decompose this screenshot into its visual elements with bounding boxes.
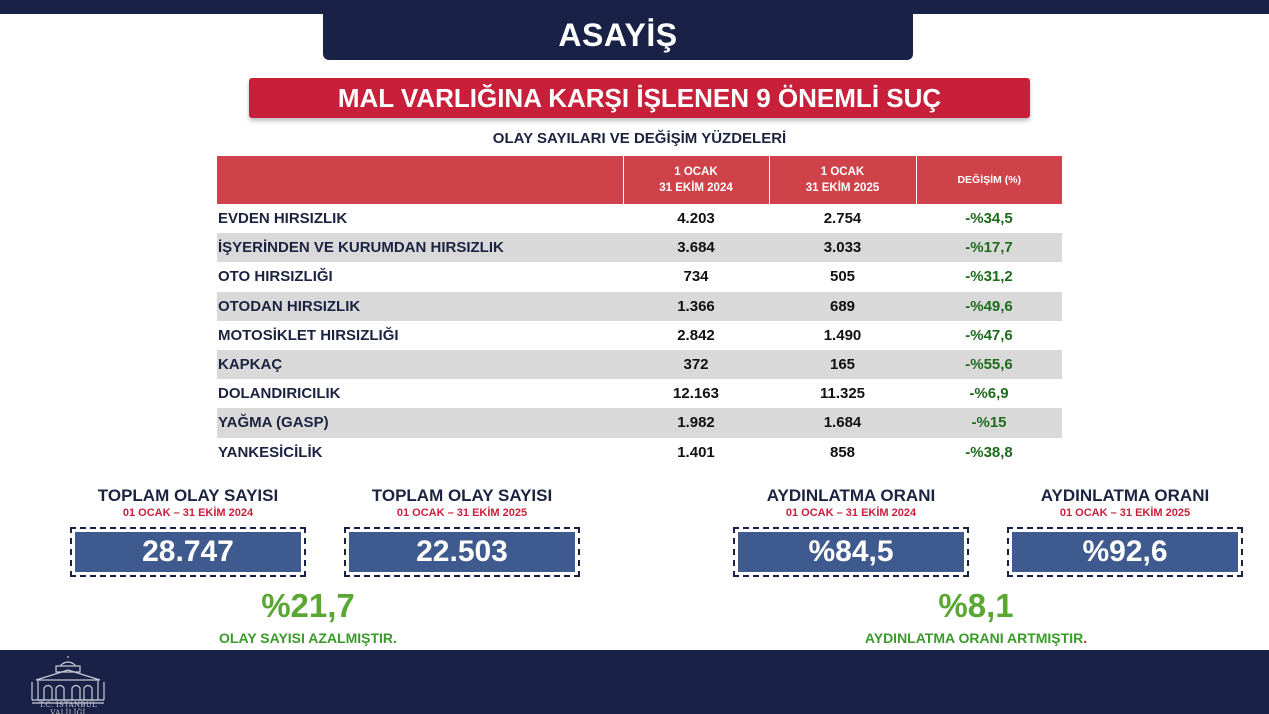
column-header-2025 — [769, 156, 916, 204]
stat-value: 22.503 — [349, 532, 575, 572]
clearance-change-note-end: . — [1083, 630, 1088, 646]
stat-box — [344, 527, 580, 577]
stat-label: TOPLAM OLAY SAYISI — [371, 486, 553, 505]
crime-name: EVDEN HIRSIZLIK — [218, 210, 348, 228]
change-percent: -%49,6 — [916, 292, 1062, 321]
table-row — [217, 292, 1062, 321]
table-row — [217, 438, 1062, 467]
column-header-2024 — [623, 156, 769, 204]
table-row — [217, 262, 1062, 291]
value-2024: 12.163 — [673, 385, 719, 403]
footer — [0, 650, 1269, 714]
stat-period: 01 OCAK – 31 EKİM 2024 — [122, 507, 254, 519]
change-percent: -%47,6 — [965, 326, 1013, 344]
change-percent: -%15 — [916, 408, 1062, 437]
change-percent: -%55,6 — [916, 350, 1062, 379]
table-caption: OLAY SAYILARI VE DEĞİŞİM YÜZDELERİ — [492, 130, 787, 147]
value-2024: 1.366 — [623, 292, 769, 321]
value-2025: 689 — [769, 292, 916, 321]
value-2024: 372 — [623, 350, 769, 379]
change-percent: -%31,2 — [965, 268, 1013, 286]
clearance-change-note-text: AYDINLATMA ORANI ARTMIŞTIR — [864, 630, 1084, 646]
stat-label: TOPLAM OLAY SAYISI — [97, 486, 279, 505]
stat-label: AYDINLATMA ORANI — [766, 486, 936, 505]
stat-value: 28.747 — [75, 532, 301, 572]
value-2024: 4.203 — [677, 210, 715, 228]
column-header-crime — [217, 156, 623, 204]
crime-name: OTODAN HIRSIZLIK — [217, 292, 623, 321]
column-header-2025-line1: 1 OCAK — [820, 166, 865, 178]
footer-logo-text: T.C. İSTANBUL VALİLİĞİ — [38, 701, 98, 714]
change-percent: -%34,5 — [965, 210, 1013, 228]
stat-value: %84,5 — [738, 532, 964, 572]
crime-name: KAPKAÇ — [217, 350, 623, 379]
value-2024: 1.982 — [623, 408, 769, 437]
crime-name: YANKESİCİLİK — [218, 443, 323, 461]
stat-box — [70, 527, 306, 577]
table-row — [217, 379, 1062, 408]
crime-table — [217, 156, 1062, 467]
stat-label: AYDINLATMA ORANI — [1040, 486, 1210, 505]
change-percent: -%17,7 — [916, 233, 1062, 262]
table-row — [217, 408, 1062, 437]
table-row — [217, 350, 1062, 379]
table-row — [217, 233, 1062, 262]
clearance-rate-2025 — [1005, 486, 1245, 577]
value-2025: 3.033 — [769, 233, 916, 262]
stat-value: %92,6 — [1012, 532, 1238, 572]
crime-name: DOLANDIRICILIK — [218, 385, 341, 403]
stat-period: 01 OCAK – 31 EKİM 2025 — [1059, 507, 1191, 519]
incidents-change-note: OLAY SAYISI AZALMIŞTIR. — [219, 630, 397, 646]
value-2024: 2.842 — [677, 326, 715, 344]
total-incidents-2025 — [342, 486, 582, 577]
value-2025: 1.490 — [823, 326, 862, 344]
column-header-2024-line2: 31 EKİM 2024 — [659, 182, 733, 194]
value-2025: 1.684 — [769, 408, 916, 437]
clearance-change-value: %8,1 — [938, 587, 1014, 624]
stat-period: 01 OCAK – 31 EKİM 2024 — [785, 507, 917, 519]
crime-name: OTO HIRSIZLIĞI — [218, 268, 333, 286]
change-percent: -%38,8 — [965, 443, 1013, 461]
value-2025: 858 — [829, 443, 856, 461]
stat-box — [733, 527, 969, 577]
crime-name: MOTOSİKLET HIRSIZLIĞI — [218, 326, 399, 344]
value-2024: 734 — [683, 268, 709, 286]
page-title-bar — [323, 10, 913, 60]
clearance-rate-2024 — [731, 486, 971, 577]
value-2025: 165 — [769, 350, 916, 379]
incidents-change — [170, 588, 446, 646]
value-2024: 3.684 — [623, 233, 769, 262]
column-header-2025-line2: 31 EKİM 2025 — [805, 182, 880, 194]
value-2025: 505 — [829, 268, 856, 286]
value-2025: 11.325 — [819, 385, 866, 403]
clearance-change — [826, 588, 1126, 646]
table-header-row — [217, 156, 1062, 204]
clearance-change-note — [826, 630, 1126, 646]
table-row — [217, 204, 1062, 233]
stat-period: 01 OCAK – 31 EKİM 2025 — [396, 507, 528, 519]
table-row — [217, 321, 1062, 350]
section-title: MAL VARLIĞINA KARŞI İŞLENEN 9 ÖNEMLİ SUÇ — [337, 82, 942, 113]
section-title-bar — [249, 78, 1030, 118]
crime-name: YAĞMA (GASP) — [217, 408, 623, 437]
value-2024: 1.401 — [677, 443, 715, 461]
crime-name: İŞYERİNDEN VE KURUMDAN HIRSIZLIK — [217, 233, 623, 262]
column-header-2024-line1: 1 OCAK — [674, 166, 718, 178]
column-header-change: DEĞİŞİM (%) — [916, 156, 1062, 204]
incidents-change-value: %21,7 — [261, 587, 355, 624]
change-percent: -%6,9 — [969, 385, 1009, 403]
stat-box — [1007, 527, 1243, 577]
page-title: ASAYİŞ — [558, 16, 678, 53]
value-2025: 2.754 — [823, 210, 862, 228]
total-incidents-2024 — [68, 486, 308, 577]
